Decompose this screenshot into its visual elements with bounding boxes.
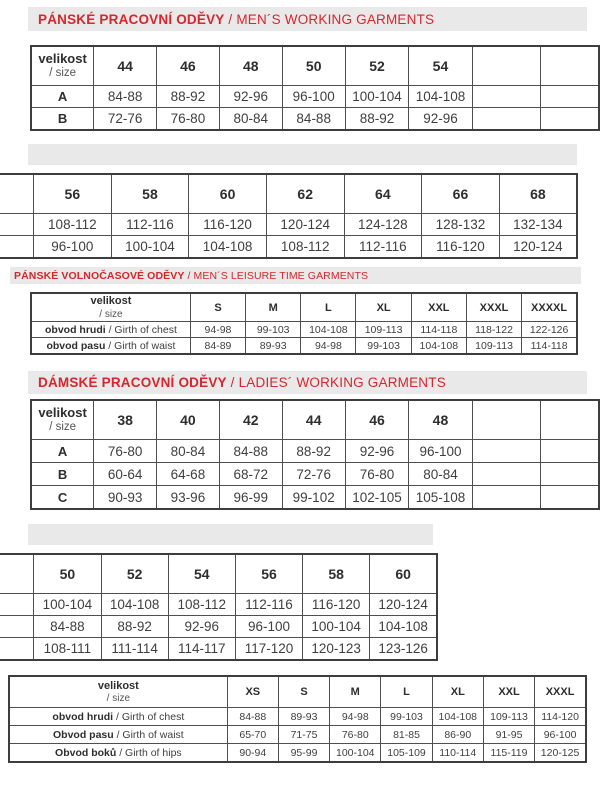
size-cell: 90-93 xyxy=(94,486,157,510)
size-cell: 100-104 xyxy=(303,616,370,638)
size-cell: 120-124 xyxy=(370,594,437,616)
size-column-header: 52 xyxy=(345,46,408,86)
size-cell: 94-98 xyxy=(301,338,356,355)
size-cell: 112-116 xyxy=(344,236,422,259)
row-label: A xyxy=(57,89,68,104)
table-row xyxy=(31,486,599,510)
size-cell: 109-113 xyxy=(466,338,521,355)
size-cell: 116-120 xyxy=(303,594,370,616)
size-cell: 60-64 xyxy=(94,463,157,486)
size-column-header: XL xyxy=(356,293,411,322)
size-column-header: 44 xyxy=(282,400,345,440)
table-row xyxy=(31,322,577,338)
header-row xyxy=(0,554,437,594)
size-cell: 80-84 xyxy=(409,463,472,486)
size-cell: 116-120 xyxy=(189,214,267,236)
size-label-cell xyxy=(9,676,227,708)
size-cell: 108-112 xyxy=(34,214,112,236)
row-label-cell xyxy=(31,440,94,463)
size-column-header: 44 xyxy=(94,46,157,86)
size-cell: 96-100 xyxy=(235,616,302,638)
cut-header-cell xyxy=(0,174,34,214)
empty-cell xyxy=(541,486,599,510)
cut-label-cell xyxy=(0,638,34,661)
size-sublabel: / size xyxy=(106,693,131,705)
empty-cell xyxy=(472,400,540,440)
size-cell: 111-114 xyxy=(101,638,168,661)
row-label-cell xyxy=(31,322,190,338)
size-cell: 115-119 xyxy=(483,744,534,763)
size-cell: 114-120 xyxy=(535,708,586,726)
table-row xyxy=(9,708,586,726)
cut-label-cell xyxy=(0,214,34,236)
size-cell: 64-68 xyxy=(157,463,220,486)
size-cell: 92-96 xyxy=(219,86,282,108)
size-column-header: 48 xyxy=(409,400,472,440)
row-label-english: / Girth of waist xyxy=(105,339,176,352)
table-row xyxy=(31,463,599,486)
size-cell: 95-99 xyxy=(278,744,329,763)
table-row xyxy=(0,214,577,236)
row-label-cell xyxy=(31,86,94,108)
size-cell: 117-120 xyxy=(235,638,302,661)
row-label: obvod hrudi xyxy=(45,323,106,336)
size-sublabel: / size xyxy=(49,421,77,434)
size-column-header: 66 xyxy=(422,174,500,214)
size-cell: 118-122 xyxy=(466,322,521,338)
ladies-measure-table-wrap xyxy=(8,675,587,764)
table-row xyxy=(0,616,437,638)
size-cell: 88-92 xyxy=(282,440,345,463)
size-cell: 94-98 xyxy=(330,708,381,726)
size-column-header: M xyxy=(330,676,381,708)
row-label: obvod hrudi xyxy=(52,710,114,723)
table-row xyxy=(31,338,577,355)
size-column-header: L xyxy=(381,676,432,708)
empty-cell xyxy=(472,486,540,510)
size-cell: 94-98 xyxy=(190,322,245,338)
size-column-header: S xyxy=(190,293,245,322)
size-label-cell xyxy=(31,400,94,440)
empty-cell xyxy=(541,463,599,486)
size-cell: 99-103 xyxy=(356,338,411,355)
size-label: velikost xyxy=(38,405,87,421)
size-cell: 92-96 xyxy=(409,108,472,131)
size-cell: 89-93 xyxy=(278,708,329,726)
size-cell: 68-72 xyxy=(219,463,282,486)
size-column-header: 62 xyxy=(266,174,344,214)
size-cell: 112-116 xyxy=(235,594,302,616)
size-cell: 88-92 xyxy=(101,616,168,638)
row-label: obvod pasu xyxy=(46,339,106,352)
size-cell: 90-94 xyxy=(227,744,278,763)
table-row xyxy=(0,594,437,616)
size-cell: 99-102 xyxy=(282,486,345,510)
row-label-english: / Girth of chest xyxy=(113,710,185,723)
size-cell: 100-104 xyxy=(345,86,408,108)
size-cell: 96-99 xyxy=(219,486,282,510)
size-cell: 96-100 xyxy=(409,440,472,463)
size-cell: 102-105 xyxy=(345,486,408,510)
size-cell: 120-125 xyxy=(535,744,586,763)
heading-ladies-working xyxy=(28,371,587,394)
row-label-cell xyxy=(9,744,227,763)
size-cell: 120-123 xyxy=(303,638,370,661)
size-column-header: 64 xyxy=(344,174,422,214)
size-column-header: XXL xyxy=(483,676,534,708)
size-cell: 99-103 xyxy=(246,322,301,338)
size-cell: 76-80 xyxy=(94,440,157,463)
size-cell: 120-124 xyxy=(499,236,577,259)
size-column-header: 54 xyxy=(168,554,235,594)
size-cell: 76-80 xyxy=(330,726,381,744)
size-cell: 114-118 xyxy=(522,338,577,355)
size-cell: 108-111 xyxy=(34,638,101,661)
row-label-english: / Girth of waist xyxy=(113,728,184,741)
size-cell: 112-116 xyxy=(111,214,189,236)
size-column-header: 56 xyxy=(34,174,112,214)
heading-ladies-working-czech: DÁMSKÉ PRACOVNÍ ODĚVY xyxy=(38,375,227,390)
size-cell: 116-120 xyxy=(422,236,500,259)
heading-mens-leisure-czech: PÁNSKÉ VOLNOČASOVÉ ODĚVY xyxy=(14,269,185,282)
size-cell: 86-90 xyxy=(432,726,483,744)
size-cell: 132-134 xyxy=(499,214,577,236)
size-label-cell xyxy=(31,293,190,322)
table-row xyxy=(31,440,599,463)
size-label: velikost xyxy=(38,51,87,67)
size-cell: 72-76 xyxy=(282,463,345,486)
header-row xyxy=(31,46,599,86)
size-column-header: XXL xyxy=(411,293,466,322)
mens-working-table-2 xyxy=(0,173,578,259)
size-cell: 104-108 xyxy=(409,86,472,108)
size-label: velikost xyxy=(90,295,132,308)
size-column-header: XXXXL xyxy=(522,293,577,322)
heading-mens-working xyxy=(28,7,587,31)
size-column-header: XL xyxy=(432,676,483,708)
size-cell: 88-92 xyxy=(345,108,408,131)
row-label: B xyxy=(57,111,68,126)
size-cell: 124-128 xyxy=(344,214,422,236)
size-column-header: XXXL xyxy=(466,293,521,322)
row-label-cell xyxy=(31,338,190,355)
size-cell: 96-100 xyxy=(282,86,345,108)
table-row xyxy=(31,108,599,131)
size-cell: 84-88 xyxy=(34,616,101,638)
heading-mens-working-english: / MEN´S WORKING GARMENTS xyxy=(224,11,435,27)
size-cell: 110-114 xyxy=(432,744,483,763)
mens-leisure-table xyxy=(30,292,578,355)
row-label-english: / Girth of chest xyxy=(105,323,177,336)
row-label-cell xyxy=(31,486,94,510)
size-cell: 93-96 xyxy=(157,486,220,510)
size-sublabel: / size xyxy=(99,308,123,320)
ladies-working-table-2-wrap xyxy=(0,553,438,665)
row-label-cell xyxy=(9,708,227,726)
size-label-cell xyxy=(31,46,94,86)
size-cell: 99-103 xyxy=(381,708,432,726)
empty-cell xyxy=(472,86,540,108)
header-row xyxy=(31,400,599,440)
heading-mens-leisure-english: / MEN´S LEISURE TIME GARMENTS xyxy=(184,269,369,282)
size-column-header: 60 xyxy=(370,554,437,594)
row-label: A xyxy=(57,443,68,459)
empty-cell xyxy=(541,108,599,131)
size-column-header: 50 xyxy=(34,554,101,594)
mens-working-table-1 xyxy=(30,45,600,131)
size-cell: 92-96 xyxy=(345,440,408,463)
ladies-working-table-1-wrap xyxy=(30,399,600,513)
table-row xyxy=(9,726,586,744)
size-column-header: 40 xyxy=(157,400,220,440)
heading-ladies-working-english: / LADIES´ WORKING GARMENTS xyxy=(226,375,446,390)
size-column-header: M xyxy=(246,293,301,322)
row-label: Obvod boků xyxy=(55,746,117,759)
cut-header-cell xyxy=(0,554,34,594)
empty-cell xyxy=(472,440,540,463)
empty-cell xyxy=(541,440,599,463)
header-row xyxy=(31,293,577,322)
size-column-header: 60 xyxy=(189,174,267,214)
ladies-working-table-2 xyxy=(0,553,438,661)
empty-cell xyxy=(541,86,599,108)
size-cell: 108-112 xyxy=(266,236,344,259)
size-column-header: 48 xyxy=(219,46,282,86)
size-cell: 108-112 xyxy=(168,594,235,616)
size-cell: 114-117 xyxy=(168,638,235,661)
size-cell: 96-100 xyxy=(34,236,112,259)
size-cell: 84-89 xyxy=(190,338,245,355)
heading-mens-working-czech: PÁNSKÉ PRACOVNÍ ODĚVY xyxy=(38,11,225,27)
size-column-header: L xyxy=(301,293,356,322)
ladies-measure-table xyxy=(8,675,587,763)
size-cell: 104-108 xyxy=(432,708,483,726)
row-label-cell xyxy=(31,108,94,131)
empty-cell xyxy=(472,108,540,131)
size-cell: 91-95 xyxy=(483,726,534,744)
size-cell: 72-76 xyxy=(94,108,157,131)
size-cell: 105-109 xyxy=(381,744,432,763)
size-cell: 71-75 xyxy=(278,726,329,744)
size-cell: 104-108 xyxy=(411,338,466,355)
size-cell: 81-85 xyxy=(381,726,432,744)
size-label: velikost xyxy=(97,679,139,692)
size-cell: 104-108 xyxy=(101,594,168,616)
size-cell: 128-132 xyxy=(422,214,500,236)
ladies-working-table-1 xyxy=(30,399,600,510)
row-label-english: / Girth of hips xyxy=(116,746,182,759)
size-cell: 109-113 xyxy=(483,708,534,726)
size-cell: 114-118 xyxy=(411,322,466,338)
size-cell: 104-108 xyxy=(370,616,437,638)
size-cell: 80-84 xyxy=(219,108,282,131)
size-column-header: 42 xyxy=(219,400,282,440)
row-label-cell xyxy=(31,463,94,486)
heading-mens-leisure xyxy=(10,267,581,284)
divider-strip xyxy=(28,524,433,545)
row-label: C xyxy=(57,489,68,505)
size-column-header: 58 xyxy=(111,174,189,214)
empty-cell xyxy=(541,400,599,440)
cut-label-cell xyxy=(0,616,34,638)
empty-cell xyxy=(472,463,540,486)
row-label: B xyxy=(57,466,68,482)
size-sublabel: / size xyxy=(49,67,77,80)
cut-label-cell xyxy=(0,594,34,616)
size-cell: 105-108 xyxy=(409,486,472,510)
size-column-header: S xyxy=(278,676,329,708)
divider-strip xyxy=(28,144,577,165)
size-cell: 122-126 xyxy=(522,322,577,338)
row-label: Obvod pasu xyxy=(52,728,114,741)
size-cell: 100-104 xyxy=(34,594,101,616)
size-cell: 84-88 xyxy=(219,440,282,463)
size-cell: 84-88 xyxy=(227,708,278,726)
size-cell: 80-84 xyxy=(157,440,220,463)
size-cell: 104-108 xyxy=(189,236,267,259)
header-row xyxy=(0,174,577,214)
mens-working-table-2-wrap xyxy=(0,173,578,261)
mens-working-table-1-wrap xyxy=(30,45,600,133)
size-column-header: XS xyxy=(227,676,278,708)
size-column-header: 52 xyxy=(101,554,168,594)
table-row xyxy=(0,236,577,259)
header-row xyxy=(9,676,586,708)
cut-label-cell xyxy=(0,236,34,259)
size-column-header: 38 xyxy=(94,400,157,440)
size-cell: 88-92 xyxy=(157,86,220,108)
size-cell: 65-70 xyxy=(227,726,278,744)
size-column-header: 46 xyxy=(345,400,408,440)
size-cell: 84-88 xyxy=(94,86,157,108)
size-cell: 109-113 xyxy=(356,322,411,338)
size-cell: 100-104 xyxy=(111,236,189,259)
size-cell: 96-100 xyxy=(535,726,586,744)
empty-cell xyxy=(472,46,540,86)
size-cell: 92-96 xyxy=(168,616,235,638)
size-cell: 104-108 xyxy=(301,322,356,338)
size-cell: 120-124 xyxy=(266,214,344,236)
size-cell: 76-80 xyxy=(157,108,220,131)
size-cell: 100-104 xyxy=(330,744,381,763)
size-column-header: 54 xyxy=(409,46,472,86)
size-cell: 123-126 xyxy=(370,638,437,661)
empty-cell xyxy=(541,46,599,86)
mens-leisure-table-wrap xyxy=(30,292,578,357)
size-column-header: XXXL xyxy=(535,676,586,708)
size-column-header: 46 xyxy=(157,46,220,86)
size-column-header: 58 xyxy=(303,554,370,594)
table-row xyxy=(31,86,599,108)
table-row xyxy=(9,744,586,763)
size-cell: 84-88 xyxy=(282,108,345,131)
size-column-header: 50 xyxy=(282,46,345,86)
row-label-cell xyxy=(9,726,227,744)
size-column-header: 56 xyxy=(235,554,302,594)
size-cell: 76-80 xyxy=(345,463,408,486)
table-row xyxy=(0,638,437,661)
size-column-header: 68 xyxy=(499,174,577,214)
size-cell: 89-93 xyxy=(246,338,301,355)
